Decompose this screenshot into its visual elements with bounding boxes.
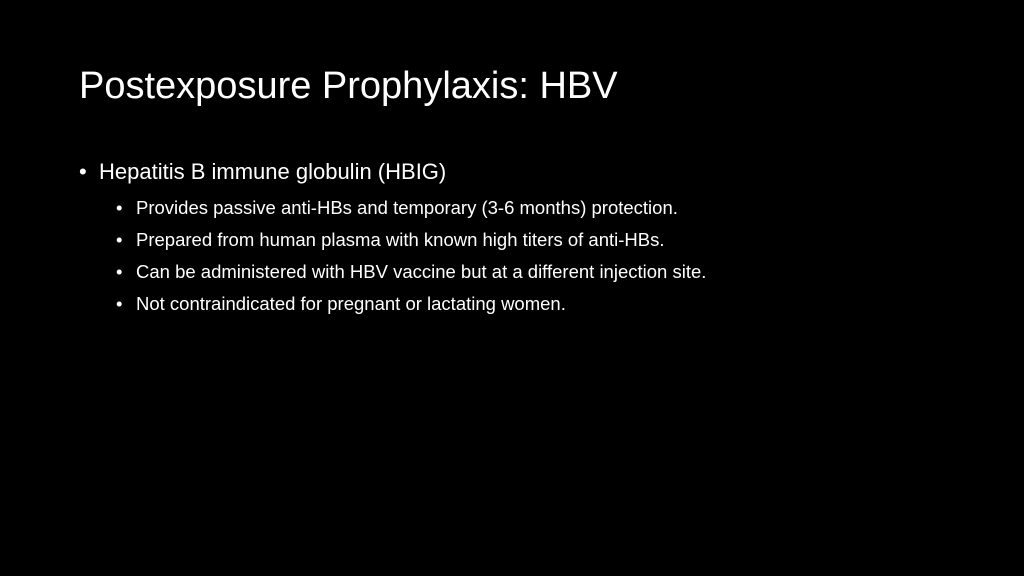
sub-bullet-text: Not contraindicated for pregnant or lactating women. [136,293,566,314]
bullet-item [79,152,979,192]
sub-bullet-text: Can be administered with HBV vaccine but at a different injection site. [136,261,707,282]
bullet-dot-icon: • [116,229,123,250]
sub-bullet-item [79,288,979,320]
sub-bullet-text: Prepared from human plasma with known high titers of anti-HBs. [136,229,665,250]
bullet-dot-icon: • [116,293,123,314]
sub-bullet-item [79,256,979,288]
sub-bullet-item [79,192,979,224]
bullet-dot-icon: • [116,261,123,282]
bullet-text: Hepatitis B immune globulin (HBIG) [99,159,447,184]
sub-bullet-list [79,192,979,320]
sub-bullet-text: Provides passive anti-HBs and temporary (3-6 months) protection. [136,197,678,218]
sub-bullet-item [79,224,979,256]
bullet-dot-icon: • [79,159,87,184]
bullet-dot-icon: • [116,197,123,218]
slide-content [79,152,979,320]
slide-title: Postexposure Prophylaxis: HBV [79,65,618,107]
